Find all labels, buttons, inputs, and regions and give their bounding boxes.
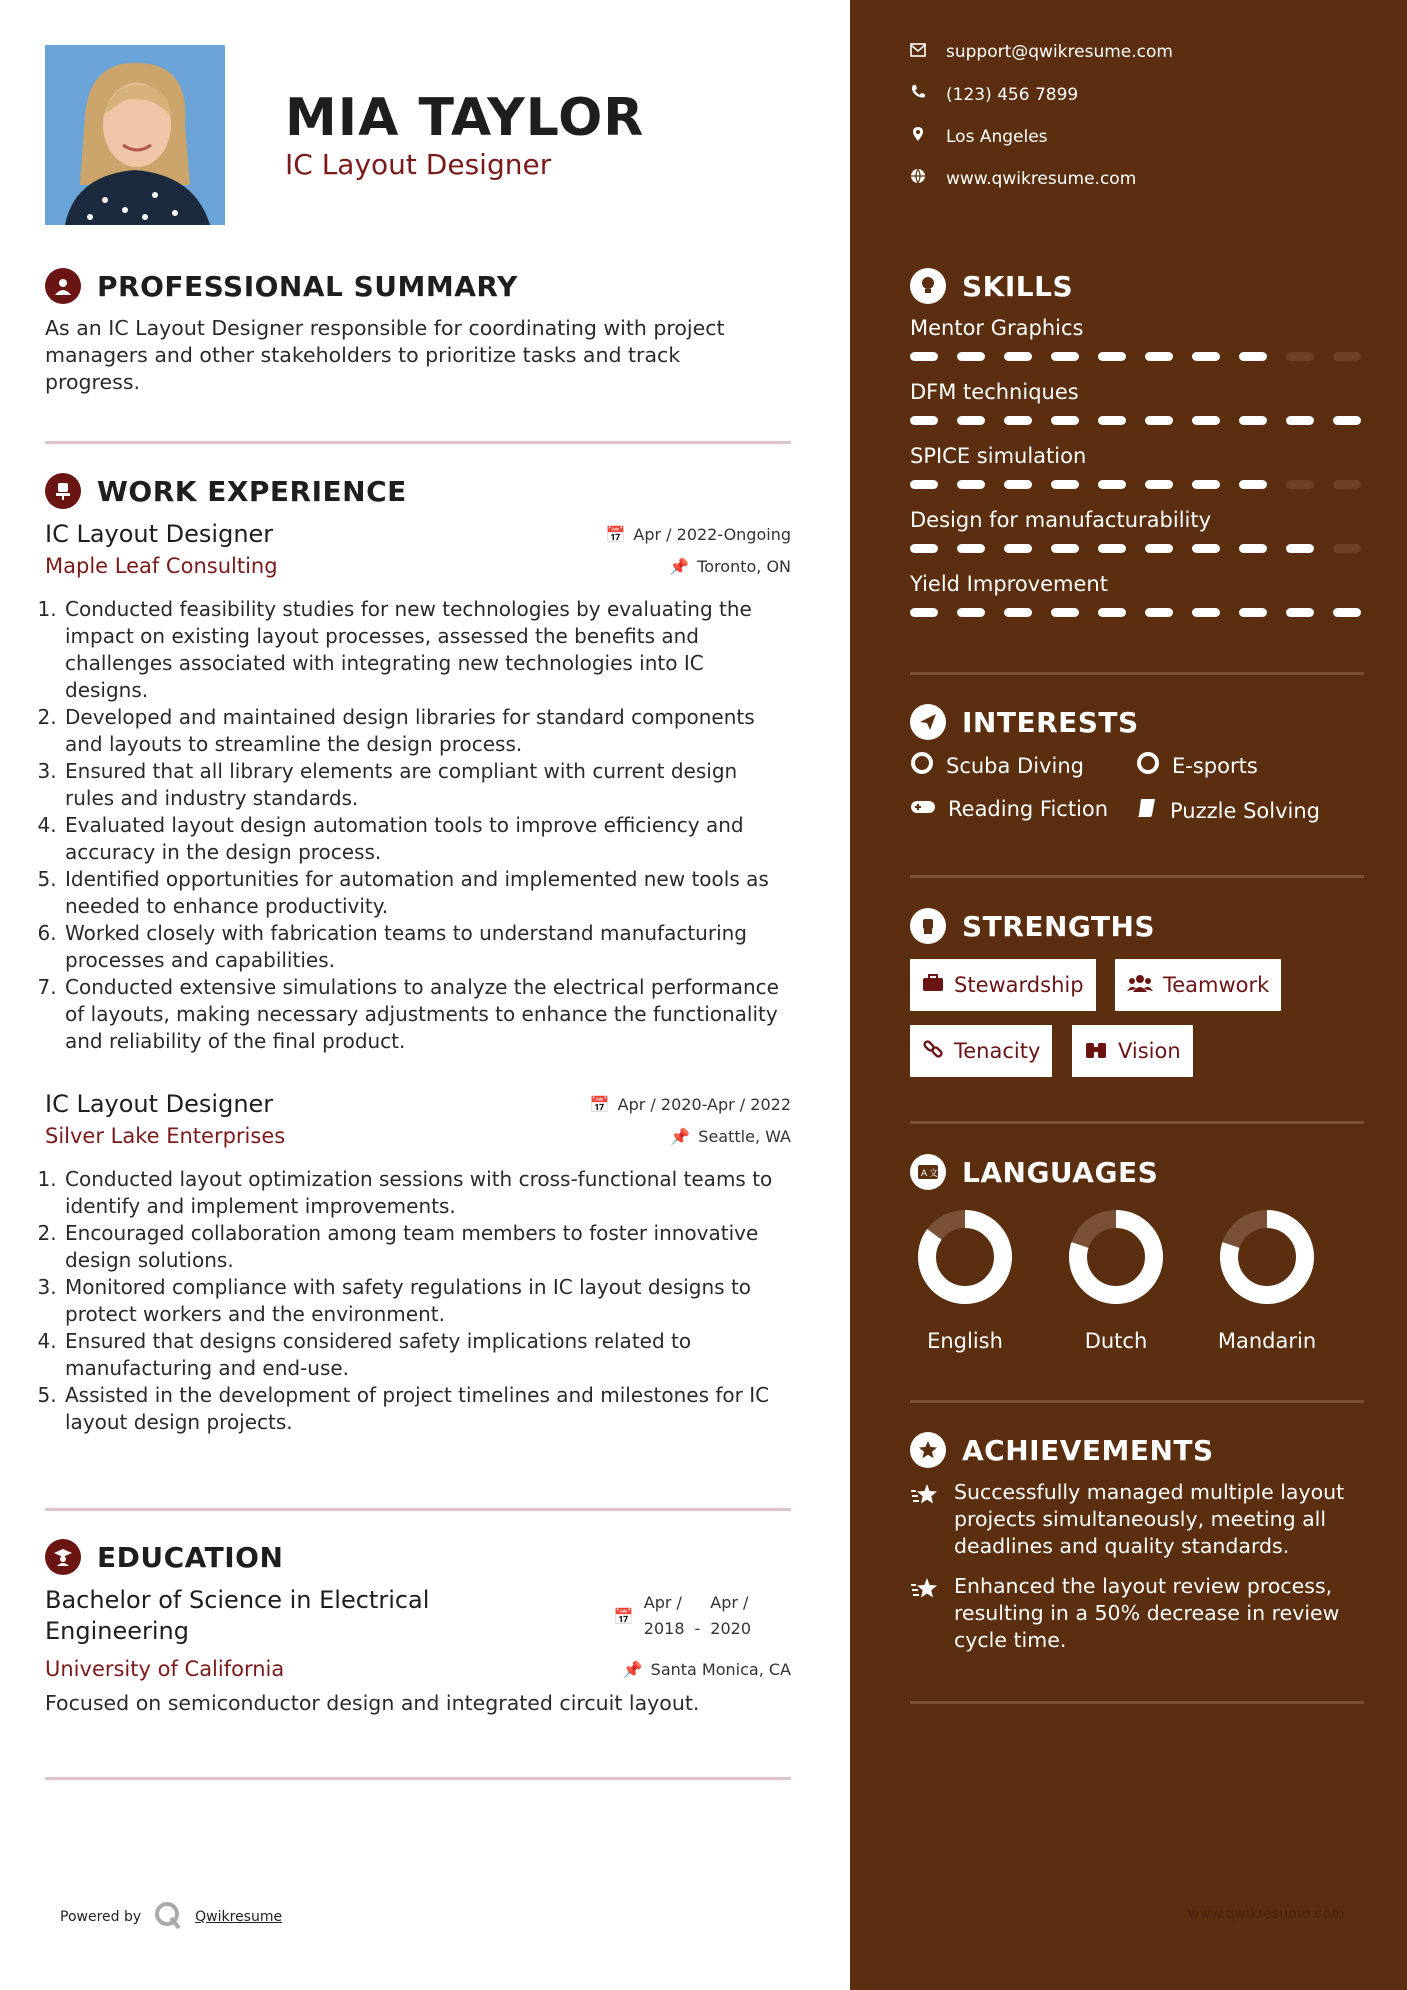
list-item: 5. Identified opportunities for automation and implemented new tools as needed to enhance productivity.: [63, 866, 791, 920]
list-item: 4. Evaluated layout design automation tools to improve efficiency and accuracy in the design process.: [63, 812, 791, 866]
brand-link[interactable]: Qwikresume: [195, 1909, 283, 1925]
list-item: 5. Assisted in the development of project timelines and milestones for IC layout design projects.: [63, 1382, 791, 1436]
job-role: IC Layout Designer: [45, 1090, 274, 1118]
language-item: [1197, 1207, 1337, 1353]
strengths-title: STRENGTHS: [962, 909, 1156, 943]
contact-location: Los Angeles: [910, 126, 1330, 147]
skill-dot-filled: [1192, 416, 1220, 425]
skill-item: [910, 508, 1370, 553]
skills-title: SKILLS: [962, 269, 1074, 303]
pin-icon: 📌: [670, 1126, 691, 1146]
list-item: 3. Monitored compliance with safety regulations in IC layout designs to protect workers and the environment.: [63, 1274, 791, 1328]
skill-dot-filled: [1145, 544, 1173, 553]
star-badge-icon: [910, 1432, 946, 1468]
divider: [45, 1777, 791, 1780]
skill-dot-filled: [1004, 352, 1032, 361]
star-icon: [910, 1577, 940, 1654]
language-ring: [1066, 1207, 1166, 1307]
skill-dot-filled: [1239, 608, 1267, 617]
interest-item: E-sports: [1136, 751, 1258, 780]
skill-item: [910, 572, 1370, 617]
skill-dot-filled: [910, 608, 938, 617]
skill-name: Yield Improvement: [910, 572, 1108, 596]
skill-name: Mentor Graphics: [910, 316, 1084, 340]
skill-dot-filled: [1098, 544, 1126, 553]
skill-dot-filled: [1286, 544, 1314, 553]
achievements-heading: [910, 1432, 1214, 1468]
life-ring-icon: [910, 751, 934, 780]
skill-dot-filled: [1098, 352, 1126, 361]
language-item: [1046, 1207, 1186, 1353]
interest-item: Reading Fiction: [910, 797, 1108, 821]
skill-dot-filled: [1051, 416, 1079, 425]
list-item: 2. Encouraged collaboration among team members to foster innovative design solutions.: [63, 1220, 791, 1274]
candidate-title: IC Layout Designer: [285, 148, 552, 181]
summary-text: As an IC Layout Designer responsible for coordinating with project managers and other stakeholders to prioritize tasks and track progress.: [45, 316, 725, 394]
users-icon: [1127, 973, 1153, 997]
skill-dot-empty: [1333, 480, 1361, 489]
user-icon: [45, 268, 81, 304]
interest-item: Scuba Diving: [910, 751, 1084, 780]
list-item: 4. Ensured that designs considered safety implications related to manufacturing and end-use.: [63, 1328, 791, 1382]
skill-meter: [910, 608, 1370, 617]
skill-dot-filled: [957, 480, 985, 489]
lightbulb-icon: [910, 268, 946, 304]
date-separator: -: [694, 1618, 701, 1638]
profile-photo: [45, 45, 225, 225]
strength-badge: Teamwork: [1115, 959, 1281, 1011]
pin-icon: 📌: [622, 1659, 643, 1679]
languages-title: LANGUAGES: [962, 1155, 1159, 1189]
job-dates: 📅 Apr / 2020-Apr / 2022: [589, 1094, 791, 1114]
skill-name: SPICE simulation: [910, 444, 1087, 468]
school: University of California: [45, 1657, 285, 1681]
location-pin-icon: [910, 126, 926, 147]
language-icon: [910, 1154, 946, 1190]
education-location: 📌 Santa Monica, CA: [622, 1659, 791, 1679]
skill-dot-empty: [1286, 352, 1314, 361]
calendar-icon: 📅: [613, 1606, 634, 1626]
job-company: Maple Leaf Consulting: [45, 554, 278, 578]
briefcase-icon: [922, 973, 944, 997]
skill-dot-filled: [1239, 480, 1267, 489]
skill-item: [910, 316, 1370, 361]
skill-dot-filled: [1192, 544, 1220, 553]
skill-dot-filled: [1004, 544, 1032, 553]
skill-dot-filled: [1192, 480, 1220, 489]
language-ring: [915, 1207, 1015, 1307]
skill-dot-filled: [1333, 416, 1361, 425]
job-location: 📌 Seattle, WA: [670, 1126, 791, 1146]
skill-dot-filled: [1145, 352, 1173, 361]
languages-heading: [910, 1154, 1158, 1190]
skill-item: [910, 380, 1370, 425]
skill-dot-filled: [1004, 608, 1032, 617]
divider: [45, 1508, 791, 1511]
strength-badge: Vision: [1072, 1025, 1193, 1077]
book-icon: [1136, 797, 1158, 824]
qwikresume-logo-icon: [153, 1900, 183, 1934]
skill-dot-filled: [1098, 416, 1126, 425]
footer-url[interactable]: www.qwikresume.com: [1188, 1906, 1345, 1922]
gamepad-icon: [910, 797, 936, 821]
skill-dot-filled: [1004, 480, 1032, 489]
job-bullets: [45, 596, 791, 1055]
skill-dot-filled: [957, 352, 985, 361]
list-item: 2. Developed and maintained design libraries for standard components and layouts to streamline the design process.: [63, 704, 791, 758]
binoculars-icon: [1084, 1039, 1108, 1064]
skill-name: Design for manufacturability: [910, 508, 1212, 532]
summary-title: PROFESSIONAL SUMMARY: [97, 269, 518, 303]
skill-meter: [910, 352, 1370, 361]
skill-dot-filled: [1098, 608, 1126, 617]
skill-dot-filled: [1004, 416, 1032, 425]
skill-dot-filled: [1239, 416, 1267, 425]
divider: [45, 441, 791, 444]
briefcase-chair-icon: [45, 473, 81, 509]
language-item: [895, 1207, 1035, 1353]
skill-dot-filled: [957, 416, 985, 425]
skill-dot-filled: [1286, 416, 1314, 425]
skill-dot-filled: [910, 544, 938, 553]
contact-phone[interactable]: (123) 456 7899: [910, 84, 1330, 105]
skill-dot-filled: [1239, 352, 1267, 361]
paper-plane-icon: [910, 704, 946, 740]
skill-dot-filled: [957, 544, 985, 553]
skill-dot-filled: [1051, 544, 1079, 553]
education-title: EDUCATION: [97, 1540, 284, 1574]
skill-dot-filled: [1051, 352, 1079, 361]
skill-dot-filled: [910, 352, 938, 361]
star-icon: [910, 1483, 940, 1560]
summary-heading: [45, 268, 518, 304]
list-item: 1. Conducted layout optimization sessions with cross-functional teams to identify and implement improvements.: [63, 1166, 791, 1220]
job-entry: [45, 1090, 791, 1436]
language-name: Dutch: [1084, 1329, 1148, 1353]
job-company: Silver Lake Enterprises: [45, 1124, 286, 1148]
language-name: Mandarin: [1217, 1329, 1317, 1353]
divider: [910, 672, 1364, 675]
calendar-icon: 📅: [589, 1094, 610, 1114]
skill-dot-filled: [910, 480, 938, 489]
list-item: 7. Conducted extensive simulations to analyze the electrical performance of layouts, making necessary adjustments to enhance the functionality and reliability of the final product.: [63, 974, 791, 1055]
phone-icon: [910, 84, 926, 105]
divider: [910, 1400, 1364, 1403]
skill-dot-filled: [1286, 608, 1314, 617]
footer: [60, 1900, 282, 1934]
degree: Bachelor of Science in Electrical Engineering: [45, 1586, 430, 1645]
skill-dot-filled: [1145, 416, 1173, 425]
skill-name: DFM techniques: [910, 380, 1079, 404]
skill-dot-filled: [1051, 480, 1079, 489]
skill-dot-filled: [910, 416, 938, 425]
link-icon: [922, 1038, 944, 1065]
strength-badge: Stewardship: [910, 959, 1096, 1011]
list-item: 1. Conducted feasibility studies for new technologies by evaluating the impact on existing layout processes, assessed the benefits and challenges associated with integrating new technologies into IC designs.: [63, 596, 791, 704]
strengths-heading: [910, 908, 1155, 944]
skill-dot-filled: [1098, 480, 1126, 489]
interest-item: Puzzle Solving: [1136, 797, 1320, 824]
fist-icon: [910, 908, 946, 944]
strength-badge: Tenacity: [910, 1025, 1052, 1077]
job-dates: 📅 Apr / 2022-Ongoing: [605, 524, 791, 544]
svg-text:A: A: [921, 1169, 928, 1179]
divider: [910, 1121, 1364, 1124]
language-ring: [1217, 1207, 1317, 1307]
interests-heading: [910, 704, 1139, 740]
calendar-icon: 📅: [605, 524, 626, 544]
powered-by-text: Powered by: [60, 1909, 142, 1925]
skill-dot-filled: [1145, 608, 1173, 617]
skill-dot-filled: [1239, 544, 1267, 553]
list-item: 3. Ensured that all library elements are compliant with current design rules and industry standards.: [63, 758, 791, 812]
achievement-item: Enhanced the layout review process, resulting in a 50% decrease in review cycle time.: [910, 1573, 1370, 1654]
skill-meter: [910, 544, 1370, 553]
globe-icon: [910, 168, 926, 189]
skill-dot-filled: [1192, 352, 1220, 361]
skill-dot-empty: [1333, 352, 1361, 361]
skill-dot-empty: [1333, 544, 1361, 553]
skill-meter: [910, 416, 1370, 425]
experience-title: WORK EXPERIENCE: [97, 474, 407, 508]
candidate-name: MIA TAYLOR: [285, 88, 645, 148]
skill-dot-filled: [1051, 608, 1079, 617]
svg-text:文: 文: [929, 1169, 939, 1179]
interests-title: INTERESTS: [962, 705, 1139, 739]
envelope-icon: [910, 42, 926, 62]
language-name: English: [927, 1329, 1003, 1353]
divider: [910, 875, 1364, 878]
skill-meter: [910, 480, 1370, 489]
education-description: Focused on semiconductor design and integrated circuit layout.: [45, 1691, 700, 1715]
skills-heading: [910, 268, 1073, 304]
education-entry: [45, 1585, 791, 1715]
skill-item: [910, 444, 1370, 489]
list-item: 6. Worked closely with fabrication teams to understand manufacturing processes and capabilities.: [63, 920, 791, 974]
skill-dot-filled: [1333, 608, 1361, 617]
skill-dot-filled: [1145, 480, 1173, 489]
achievement-item: Successfully managed multiple layout projects simultaneously, meeting all deadlines and quality standards.: [910, 1479, 1370, 1560]
graduate-icon: [45, 1539, 81, 1575]
experience-heading: [45, 473, 407, 509]
job-location: 📌 Toronto, ON: [669, 556, 791, 576]
pin-icon: 📌: [669, 556, 690, 576]
contact-website[interactable]: www.qwikresume.com: [910, 168, 1330, 189]
contact-email[interactable]: support@qwikresume.com: [910, 42, 1330, 62]
skill-dot-filled: [1192, 608, 1220, 617]
divider: [910, 1701, 1364, 1704]
skill-dot-filled: [957, 608, 985, 617]
job-entry: [45, 520, 791, 1055]
education-heading: [45, 1539, 283, 1575]
job-bullets: [45, 1166, 791, 1436]
life-ring-icon: [1136, 751, 1160, 780]
education-dates: 📅 Apr / 2018 - Apr / 2020: [613, 1593, 751, 1638]
achievements-title: ACHIEVEMENTS: [962, 1433, 1214, 1467]
skill-dot-empty: [1286, 480, 1314, 489]
job-role: IC Layout Designer: [45, 520, 274, 548]
